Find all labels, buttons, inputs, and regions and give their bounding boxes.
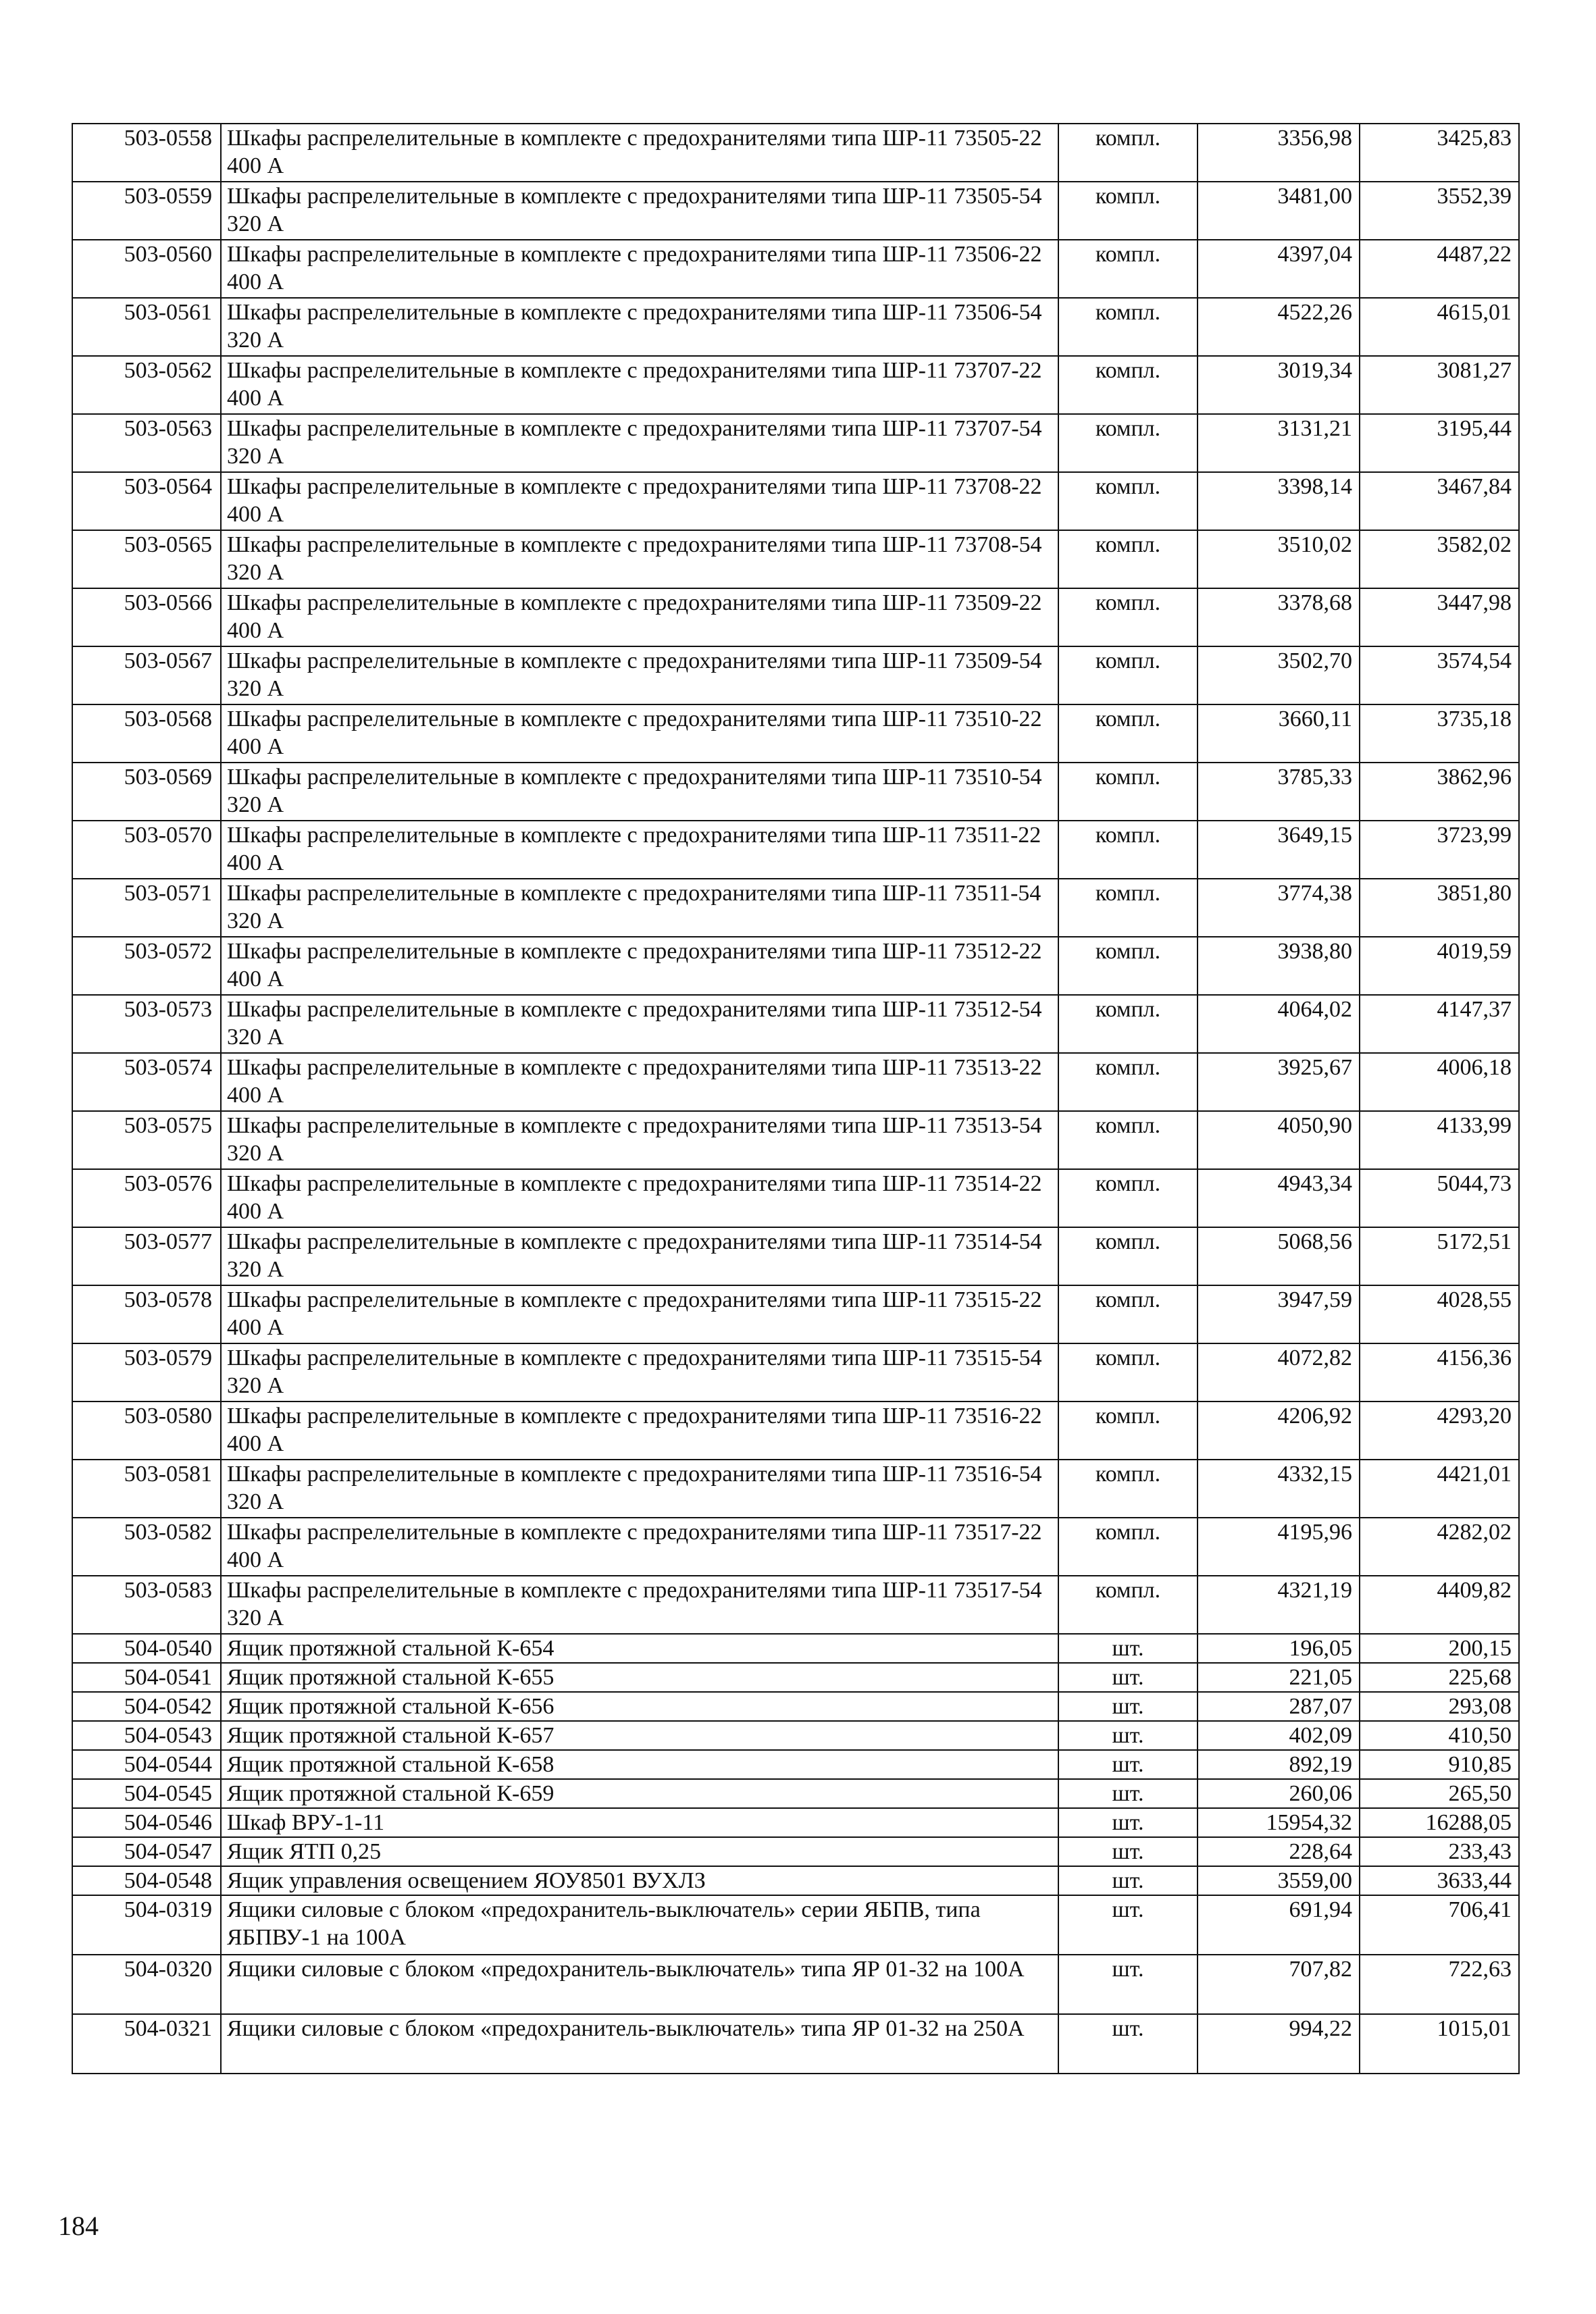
item-code: 504-0547	[72, 1837, 221, 1866]
item-price-1: 4943,34	[1198, 1169, 1360, 1227]
item-code: 503-0567	[72, 646, 221, 704]
item-unit: компл.	[1058, 646, 1198, 704]
item-code: 503-0558	[72, 124, 221, 182]
item-price-2: 3735,18	[1360, 704, 1519, 763]
item-unit: компл.	[1058, 298, 1198, 356]
item-description: Шкафы распрелелительные в комплекте с предохранителями типа ШР-11 73506-54 320 А	[221, 298, 1058, 356]
item-code: 503-0559	[72, 182, 221, 240]
table-row	[72, 1634, 1519, 1663]
table-row	[72, 1955, 1519, 2014]
item-unit: шт.	[1058, 1721, 1198, 1750]
table-row	[72, 1895, 1519, 1955]
item-price-1: 3131,21	[1198, 414, 1360, 472]
item-price-2: 265,50	[1360, 1779, 1519, 1808]
item-unit: компл.	[1058, 472, 1198, 530]
table-row	[72, 1518, 1519, 1576]
item-unit: компл.	[1058, 1576, 1198, 1634]
table-row	[72, 472, 1519, 530]
table-row	[72, 1750, 1519, 1779]
item-price-2: 3574,54	[1360, 646, 1519, 704]
item-code: 503-0561	[72, 298, 221, 356]
item-unit: шт.	[1058, 1837, 1198, 1866]
table-row	[72, 995, 1519, 1053]
item-code: 504-0321	[72, 2014, 221, 2074]
item-description: Шкафы распрелелительные в комплекте с предохранителями типа ШР-11 73516-22 400 А	[221, 1402, 1058, 1460]
table-row	[72, 414, 1519, 472]
item-price-2: 3723,99	[1360, 821, 1519, 879]
item-price-2: 233,43	[1360, 1837, 1519, 1866]
item-price-2: 3862,96	[1360, 763, 1519, 821]
item-price-2: 4293,20	[1360, 1402, 1519, 1460]
table-row	[72, 1343, 1519, 1402]
table-row	[72, 1460, 1519, 1518]
item-price-1: 4397,04	[1198, 240, 1360, 298]
table-row	[72, 1663, 1519, 1692]
item-unit: компл.	[1058, 240, 1198, 298]
item-unit: компл.	[1058, 1111, 1198, 1169]
item-price-2: 4487,22	[1360, 240, 1519, 298]
table-row	[72, 124, 1519, 182]
item-description: Шкафы распрелелительные в комплекте с предохранителями типа ШР-11 73517-54 320 А	[221, 1576, 1058, 1634]
item-code: 503-0578	[72, 1285, 221, 1343]
item-price-1: 4321,19	[1198, 1576, 1360, 1634]
item-price-2: 4156,36	[1360, 1343, 1519, 1402]
item-description: Шкафы распрелелительные в комплекте с предохранителями типа ШР-11 73513-22 400 А	[221, 1053, 1058, 1111]
table-row	[72, 1721, 1519, 1750]
item-description: Шкафы распрелелительные в комплекте с предохранителями типа ШР-11 73510-54 320 А	[221, 763, 1058, 821]
item-description: Ящик ЯТП 0,25	[221, 1837, 1058, 1866]
item-code: 503-0564	[72, 472, 221, 530]
price-table	[72, 123, 1520, 2074]
item-description: Ящик протяжной стальной К-659	[221, 1779, 1058, 1808]
item-description: Ящик протяжной стальной К-656	[221, 1692, 1058, 1721]
item-unit: шт.	[1058, 1634, 1198, 1663]
item-description: Шкафы распрелелительные в комплекте с предохранителями типа ШР-11 73515-54 320 А	[221, 1343, 1058, 1402]
item-description: Шкафы распрелелительные в комплекте с предохранителями типа ШР-11 73516-54 320 А	[221, 1460, 1058, 1518]
table-row	[72, 1402, 1519, 1460]
item-code: 503-0579	[72, 1343, 221, 1402]
item-code: 503-0566	[72, 588, 221, 646]
item-price-2: 4147,37	[1360, 995, 1519, 1053]
table-row	[72, 1837, 1519, 1866]
item-code: 503-0562	[72, 356, 221, 414]
table-row	[72, 1285, 1519, 1343]
item-code: 504-0319	[72, 1895, 221, 1955]
item-price-2: 4019,59	[1360, 937, 1519, 995]
item-price-2: 3633,44	[1360, 1866, 1519, 1895]
item-price-2: 4409,82	[1360, 1576, 1519, 1634]
item-price-1: 15954,32	[1198, 1808, 1360, 1837]
item-unit: компл.	[1058, 995, 1198, 1053]
item-description: Шкафы распрелелительные в комплекте с предохранителями типа ШР-11 73707-22 400 А	[221, 356, 1058, 414]
item-description: Шкафы распрелелительные в комплекте с предохранителями типа ШР-11 73515-22 400 А	[221, 1285, 1058, 1343]
table-row	[72, 763, 1519, 821]
item-price-1: 691,94	[1198, 1895, 1360, 1955]
item-code: 503-0576	[72, 1169, 221, 1227]
item-price-2: 5172,51	[1360, 1227, 1519, 1285]
item-description: Ящики силовые с блоком «предохранитель-выключатель» серии ЯБПВ, типа ЯБПВУ-1 на 100А	[221, 1895, 1058, 1955]
item-unit: компл.	[1058, 530, 1198, 588]
item-price-1: 3938,80	[1198, 937, 1360, 995]
item-unit: компл.	[1058, 763, 1198, 821]
item-description: Ящики силовые с блоком «предохранитель-выключатель» типа ЯР 01-32 на 100А	[221, 1955, 1058, 2014]
item-price-1: 4332,15	[1198, 1460, 1360, 1518]
item-description: Ящик протяжной стальной К-655	[221, 1663, 1058, 1692]
item-price-2: 4615,01	[1360, 298, 1519, 356]
item-unit: шт.	[1058, 2014, 1198, 2074]
item-code: 503-0560	[72, 240, 221, 298]
item-unit: компл.	[1058, 821, 1198, 879]
item-code: 504-0545	[72, 1779, 221, 1808]
item-code: 503-0572	[72, 937, 221, 995]
item-unit: шт.	[1058, 1663, 1198, 1692]
item-price-1: 260,06	[1198, 1779, 1360, 1808]
item-code: 503-0568	[72, 704, 221, 763]
item-price-1: 287,07	[1198, 1692, 1360, 1721]
item-code: 503-0582	[72, 1518, 221, 1576]
item-code: 503-0581	[72, 1460, 221, 1518]
item-unit: компл.	[1058, 937, 1198, 995]
table-row	[72, 937, 1519, 995]
table-row	[72, 1779, 1519, 1808]
item-description: Шкафы распрелелительные в комплекте с предохранителями типа ШР-11 73511-22 400 А	[221, 821, 1058, 879]
item-price-1: 3398,14	[1198, 472, 1360, 530]
item-price-1: 3019,34	[1198, 356, 1360, 414]
item-description: Шкафы распрелелительные в комплекте с предохранителями типа ШР-11 73512-54 320 А	[221, 995, 1058, 1053]
item-price-2: 3552,39	[1360, 182, 1519, 240]
item-unit: компл.	[1058, 1518, 1198, 1576]
item-description: Шкафы распрелелительные в комплекте с предохранителями типа ШР-11 73505-22 400 А	[221, 124, 1058, 182]
item-unit: шт.	[1058, 1866, 1198, 1895]
item-code: 504-0543	[72, 1721, 221, 1750]
item-price-2: 3195,44	[1360, 414, 1519, 472]
item-price-1: 3356,98	[1198, 124, 1360, 182]
item-price-1: 196,05	[1198, 1634, 1360, 1663]
item-unit: компл.	[1058, 1169, 1198, 1227]
item-price-2: 3425,83	[1360, 124, 1519, 182]
item-price-1: 3559,00	[1198, 1866, 1360, 1895]
item-description: Шкафы распрелелительные в комплекте с предохранителями типа ШР-11 73510-22 400 А	[221, 704, 1058, 763]
item-code: 504-0548	[72, 1866, 221, 1895]
item-price-1: 228,64	[1198, 1837, 1360, 1866]
item-unit: шт.	[1058, 1779, 1198, 1808]
item-code: 503-0583	[72, 1576, 221, 1634]
item-price-2: 4006,18	[1360, 1053, 1519, 1111]
item-price-1: 3947,59	[1198, 1285, 1360, 1343]
table-row	[72, 1227, 1519, 1285]
item-price-2: 225,68	[1360, 1663, 1519, 1692]
item-price-2: 706,41	[1360, 1895, 1519, 1955]
item-price-2: 3447,98	[1360, 588, 1519, 646]
item-price-2: 722,63	[1360, 1955, 1519, 2014]
item-price-2: 200,15	[1360, 1634, 1519, 1663]
item-price-1: 5068,56	[1198, 1227, 1360, 1285]
item-unit: компл.	[1058, 124, 1198, 182]
item-code: 503-0570	[72, 821, 221, 879]
item-description: Шкафы распрелелительные в комплекте с предохранителями типа ШР-11 73708-54 320 А	[221, 530, 1058, 588]
item-price-1: 3510,02	[1198, 530, 1360, 588]
table-row	[72, 530, 1519, 588]
item-price-2: 1015,01	[1360, 2014, 1519, 2074]
item-price-1: 4522,26	[1198, 298, 1360, 356]
item-code: 504-0546	[72, 1808, 221, 1837]
item-price-2: 4028,55	[1360, 1285, 1519, 1343]
table-row	[72, 704, 1519, 763]
item-unit: компл.	[1058, 356, 1198, 414]
item-price-1: 707,82	[1198, 1955, 1360, 2014]
item-price-2: 5044,73	[1360, 1169, 1519, 1227]
item-code: 504-0540	[72, 1634, 221, 1663]
item-code: 504-0542	[72, 1692, 221, 1721]
table-row	[72, 1866, 1519, 1895]
page-number: 184	[58, 2211, 99, 2241]
item-description: Шкафы распрелелительные в комплекте с предохранителями типа ШР-11 73514-54 320 А	[221, 1227, 1058, 1285]
table-row	[72, 1692, 1519, 1721]
item-price-2: 3081,27	[1360, 356, 1519, 414]
item-description: Ящик протяжной стальной К-658	[221, 1750, 1058, 1779]
item-code: 503-0569	[72, 763, 221, 821]
item-price-1: 4206,92	[1198, 1402, 1360, 1460]
table-row	[72, 2014, 1519, 2074]
item-description: Шкафы распрелелительные в комплекте с предохранителями типа ШР-11 73517-22 400 А	[221, 1518, 1058, 1576]
table-row	[72, 298, 1519, 356]
table-body	[72, 124, 1519, 2074]
table-row	[72, 240, 1519, 298]
item-price-1: 402,09	[1198, 1721, 1360, 1750]
item-code: 503-0563	[72, 414, 221, 472]
item-price-1: 3785,33	[1198, 763, 1360, 821]
item-unit: компл.	[1058, 182, 1198, 240]
item-code: 503-0573	[72, 995, 221, 1053]
item-price-1: 4050,90	[1198, 1111, 1360, 1169]
item-description: Шкафы распрелелительные в комплекте с предохранителями типа ШР-11 73708-22 400 А	[221, 472, 1058, 530]
item-unit: шт.	[1058, 1750, 1198, 1779]
table-row	[72, 1053, 1519, 1111]
item-price-1: 3925,67	[1198, 1053, 1360, 1111]
table-row	[72, 1576, 1519, 1634]
item-unit: компл.	[1058, 414, 1198, 472]
item-code: 504-0541	[72, 1663, 221, 1692]
item-unit: компл.	[1058, 1285, 1198, 1343]
item-price-1: 221,05	[1198, 1663, 1360, 1692]
item-description: Шкафы распрелелительные в комплекте с предохранителями типа ШР-11 73512-22 400 А	[221, 937, 1058, 995]
item-price-2: 410,50	[1360, 1721, 1519, 1750]
table-row	[72, 356, 1519, 414]
item-price-2: 293,08	[1360, 1692, 1519, 1721]
item-unit: компл.	[1058, 879, 1198, 937]
item-unit: шт.	[1058, 1692, 1198, 1721]
item-price-1: 3481,00	[1198, 182, 1360, 240]
item-description: Шкафы распрелелительные в комплекте с предохранителями типа ШР-11 73707-54 320 А	[221, 414, 1058, 472]
item-price-2: 4133,99	[1360, 1111, 1519, 1169]
item-code: 503-0574	[72, 1053, 221, 1111]
item-price-2: 3851,80	[1360, 879, 1519, 937]
item-price-1: 4064,02	[1198, 995, 1360, 1053]
item-description: Ящик протяжной стальной К-654	[221, 1634, 1058, 1663]
item-description: Шкафы распрелелительные в комплекте с предохранителями типа ШР-11 73513-54 320 А	[221, 1111, 1058, 1169]
item-description: Шкафы распрелелительные в комплекте с предохранителями типа ШР-11 73509-22 400 А	[221, 588, 1058, 646]
table-row	[72, 182, 1519, 240]
item-description: Ящик протяжной стальной К-657	[221, 1721, 1058, 1750]
item-description: Шкафы распрелелительные в комплекте с предохранителями типа ШР-11 73514-22 400 А	[221, 1169, 1058, 1227]
item-description: Шкафы распрелелительные в комплекте с предохранителями типа ШР-11 73509-54 320 А	[221, 646, 1058, 704]
table-row	[72, 1808, 1519, 1837]
item-code: 503-0565	[72, 530, 221, 588]
item-unit: компл.	[1058, 1402, 1198, 1460]
item-unit: компл.	[1058, 1227, 1198, 1285]
table-row	[72, 588, 1519, 646]
item-code: 504-0544	[72, 1750, 221, 1779]
item-price-2: 3582,02	[1360, 530, 1519, 588]
item-description: Шкаф ВРУ-1-11	[221, 1808, 1058, 1837]
item-unit: компл.	[1058, 1053, 1198, 1111]
item-description: Шкафы распрелелительные в комплекте с предохранителями типа ШР-11 73505-54 320 А	[221, 182, 1058, 240]
item-unit: компл.	[1058, 704, 1198, 763]
item-price-1: 3378,68	[1198, 588, 1360, 646]
table-row	[72, 1169, 1519, 1227]
item-unit: шт.	[1058, 1808, 1198, 1837]
item-code: 503-0571	[72, 879, 221, 937]
table-row	[72, 646, 1519, 704]
item-unit: шт.	[1058, 1895, 1198, 1955]
item-description: Ящик управления освещением ЯОУ8501 ВУХЛЗ	[221, 1866, 1058, 1895]
item-price-2: 3467,84	[1360, 472, 1519, 530]
item-price-1: 3649,15	[1198, 821, 1360, 879]
item-code: 503-0577	[72, 1227, 221, 1285]
item-price-2: 910,85	[1360, 1750, 1519, 1779]
table-row	[72, 821, 1519, 879]
item-unit: компл.	[1058, 588, 1198, 646]
item-unit: компл.	[1058, 1460, 1198, 1518]
item-price-1: 3660,11	[1198, 704, 1360, 763]
item-price-1: 994,22	[1198, 2014, 1360, 2074]
item-unit: шт.	[1058, 1955, 1198, 2014]
item-price-2: 4282,02	[1360, 1518, 1519, 1576]
item-price-1: 3502,70	[1198, 646, 1360, 704]
item-price-2: 4421,01	[1360, 1460, 1519, 1518]
item-price-1: 892,19	[1198, 1750, 1360, 1779]
item-code: 503-0580	[72, 1402, 221, 1460]
item-description: Шкафы распрелелительные в комплекте с предохранителями типа ШР-11 73506-22 400 А	[221, 240, 1058, 298]
item-price-1: 4072,82	[1198, 1343, 1360, 1402]
item-code: 503-0575	[72, 1111, 221, 1169]
item-description: Шкафы распрелелительные в комплекте с предохранителями типа ШР-11 73511-54 320 А	[221, 879, 1058, 937]
table-row	[72, 1111, 1519, 1169]
item-price-1: 4195,96	[1198, 1518, 1360, 1576]
item-description: Ящики силовые с блоком «предохранитель-выключатель» типа ЯР 01-32 на 250А	[221, 2014, 1058, 2074]
item-price-2: 16288,05	[1360, 1808, 1519, 1837]
item-price-1: 3774,38	[1198, 879, 1360, 937]
table-row	[72, 879, 1519, 937]
item-unit: компл.	[1058, 1343, 1198, 1402]
item-code: 504-0320	[72, 1955, 221, 2014]
